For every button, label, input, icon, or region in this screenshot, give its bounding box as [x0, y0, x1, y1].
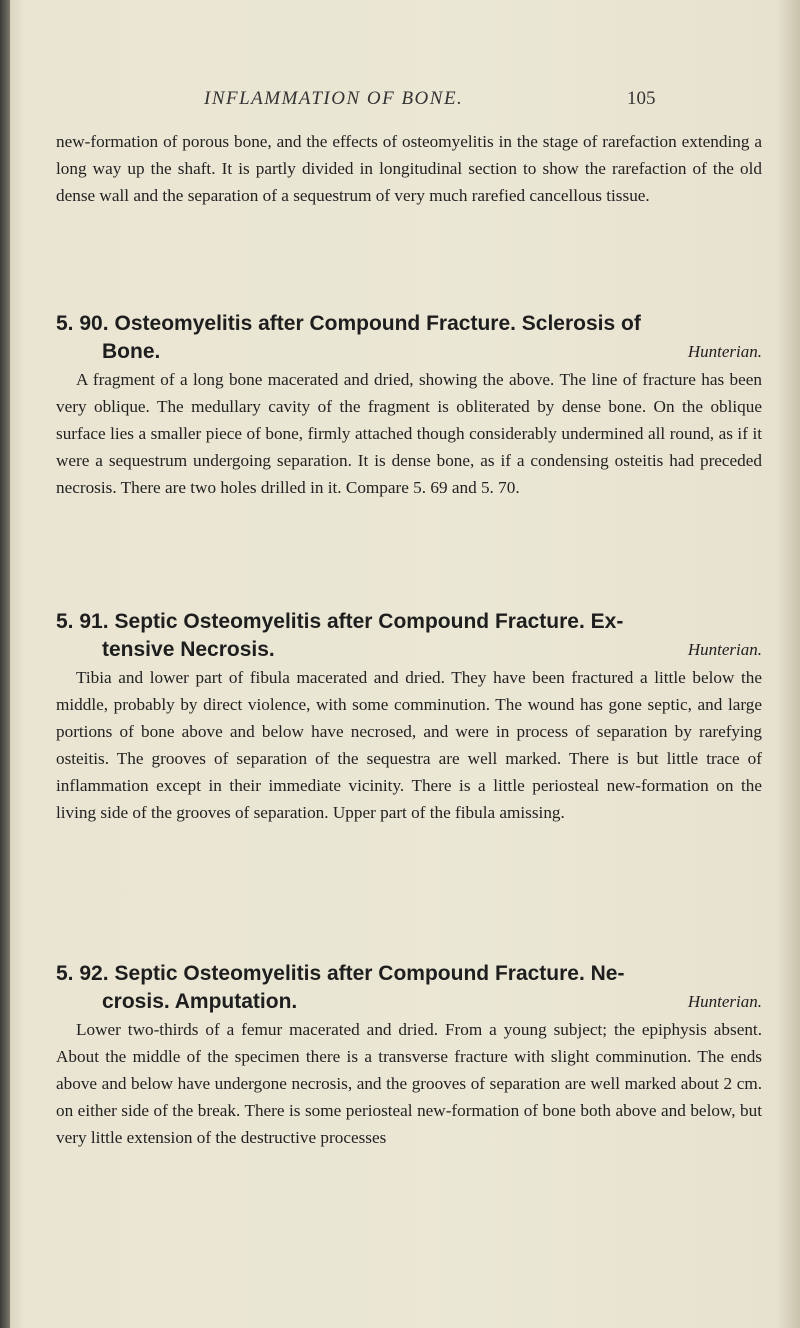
entry-heading	[56, 960, 762, 1016]
page-number: 105	[627, 88, 656, 109]
entry-source: Hunterian.	[687, 640, 762, 659]
entry-title-line1: Septic Osteomyelitis after Compound Fracture. Ex-	[114, 610, 624, 633]
intro-paragraph-block	[56, 128, 762, 209]
entry-body: Tibia and lower part of fibula macerated and dried. They have been fractured a little below the middle, probably by direct violence, with some comminution. The wound has gone septic, and large portions of bone above and below have necrosed, and were in process of separation by rarefying osteitis. The grooves of separation of the sequestra are well marked. There is but little trace of inflammation except in their immediate vicinity. There is a little periosteal new-formation on the living side of the grooves of separation. Upper part of the fibula amissing.	[56, 668, 762, 823]
entry-5-91	[56, 608, 762, 827]
running-title: INFLAMMATION OF BONE.	[204, 88, 464, 109]
entry-number: 5. 92.	[56, 962, 109, 985]
entry-title-line2: Bone.	[102, 340, 161, 363]
entry-heading	[56, 310, 762, 366]
entry-5-90	[56, 310, 762, 501]
entry-title-line1: Osteomyelitis after Compound Fracture. Sclerosis of	[114, 312, 641, 335]
entry-title-line2: crosis. Amputation.	[102, 990, 298, 1013]
entry-title-line2: tensive Necrosis.	[102, 638, 275, 661]
entry-number: 5. 90.	[56, 312, 109, 335]
entry-5-92	[56, 960, 762, 1151]
entry-title-line1: Septic Osteomyelitis after Compound Fracture. Ne-	[114, 962, 625, 985]
page-binding-edge	[0, 0, 10, 1328]
intro-paragraph: new-formation of porous bone, and the effects of osteomyelitis in the stage of rarefaction extending a long way up the shaft. It is partly divided in longitudinal section to show the rarefaction of the old dense wall and the separation of a sequestrum of very much rarefied cancellous tissue.	[56, 132, 762, 206]
entry-body: Lower two-thirds of a femur macerated and dried. From a young subject; the epiphysis absent. About the middle of the specimen there is a transverse fracture with slight comminution. The ends above and below have undergone necrosis, and the grooves of separation are well marked about 2 cm. on either side of the break. There is some periosteal new-formation of bone both above and below, but very little extension of the destructive processes	[56, 1020, 762, 1148]
entry-source: Hunterian.	[687, 992, 762, 1011]
entry-heading	[56, 608, 762, 664]
page-header	[0, 84, 800, 114]
entry-number: 5. 91.	[56, 610, 109, 633]
entry-body: A fragment of a long bone macerated and dried, showing the above. The line of fracture has been very oblique. The medullary cavity of the fragment is obliterated by dense bone. On the oblique surface lies a smaller piece of bone, firmly attached though considerably undermined all round, as if it were a sequestrum undergoing separation. It is dense bone, as if a condensing osteitis had preceded necrosis. There are two holes drilled in it. Compare 5. 69 and 5. 70.	[56, 370, 762, 498]
entry-source: Hunterian.	[687, 342, 762, 361]
